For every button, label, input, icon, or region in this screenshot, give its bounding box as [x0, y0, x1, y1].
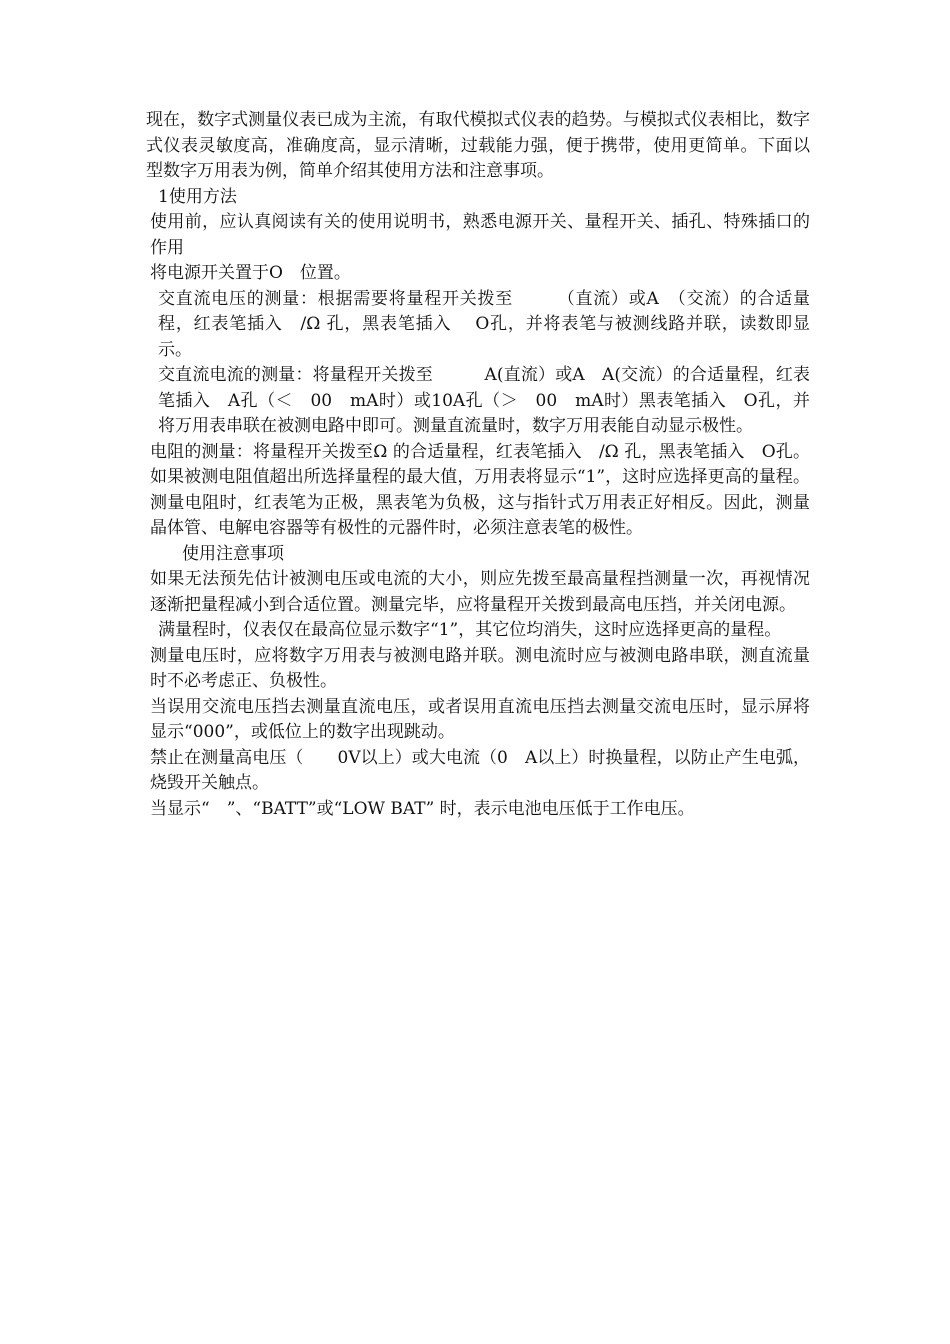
section-heading-usage: 1使用方法 — [158, 186, 237, 207]
note-paragraph-parallel: 测量电压时，应将数字万用表与被测电路并联。测电流时应与被测电路串联，测直流量时不必考虑正、负极性。 — [150, 645, 810, 691]
intro-paragraph: 现在，数字式测量仪表已成为主流，有取代模拟式仪表的趋势。与模拟式仪表相比，数字式仪表灵敏度高，准确度高，显示清晰，过载能力强，便于携带，使用更简单。下面以 型数字万用表为例，简单介绍其使用方法和注意事项。 — [146, 110, 895, 181]
usage-paragraph-current: 交直流电流的测量：将量程开关拨至 A(直流）或A A(交流）的合适量程，红表笔插入 A孔（＜ 00 mA时）或10A孔（＞ 00 mA时）黑表笔插入 O孔，并将万用表串联在被测电路中即可。测量直流量时，数字万用表能自动显示极性。 — [158, 365, 810, 436]
note-paragraph-switching: 禁止在测量高电压（ 0V以上）或大电流（0 A以上）时换量程，以防止产生电弧，烧毁开关触点。 — [150, 747, 810, 793]
section-heading-notes: 使用注意事项 — [182, 543, 284, 564]
usage-paragraph-power-switch: 将电源开关置于O 位置。 — [150, 263, 351, 283]
usage-paragraph-read-manual: 使用前，应认真阅读有关的使用说明书，熟悉电源开关、量程开关、插孔、特殊插口的作用 — [150, 212, 810, 258]
document-body — [146, 108, 895, 822]
note-paragraph-misuse: 当误用交流电压挡去测量直流电压，或者误用直流电压挡去测量交流电压时，显示屏将显示“000”，或低位上的数字出现跳动。 — [150, 696, 810, 742]
usage-paragraph-voltage: 交直流电压的测量：根据需要将量程开关拨至 （直流）或A （交流）的合适量程，红表笔插入 /Ω 孔，黑表笔插入 O孔，并将表笔与被测线路并联，读数即显示。 — [158, 288, 810, 360]
note-paragraph-range: 如果无法预先估计被测电压或电流的大小，则应先拨至最高量程挡测量一次，再视情况逐渐把量程减小到合适位置。测量完毕，应将量程开关拨到最高电压挡，并关闭电源。 — [150, 569, 810, 615]
note-paragraph-battery: 当显示“ ”、“BATT”或“LOW BAT” 时，表示电池电压低于工作电压。 — [150, 798, 695, 819]
usage-paragraph-resistance: 电阻的测量：将量程开关拨至Ω 的合适量程，红表笔插入 /Ω 孔，黑表笔插入 O孔。如果被测电阻值超出所选择量程的最大值，万用表将显示“1”，这时应选择更高的量程。测量电阻时，红表笔为正极，黑表笔为负极，这与指针式万用表正好相反。因此，测量晶体管、电解电容器等有极性的元器件时，必须注意表笔的极性。 — [150, 441, 810, 538]
note-paragraph-overrange: 满量程时，仪表仅在最高位显示数字“1”，其它位均消失，这时应选择更高的量程。 — [158, 620, 782, 640]
